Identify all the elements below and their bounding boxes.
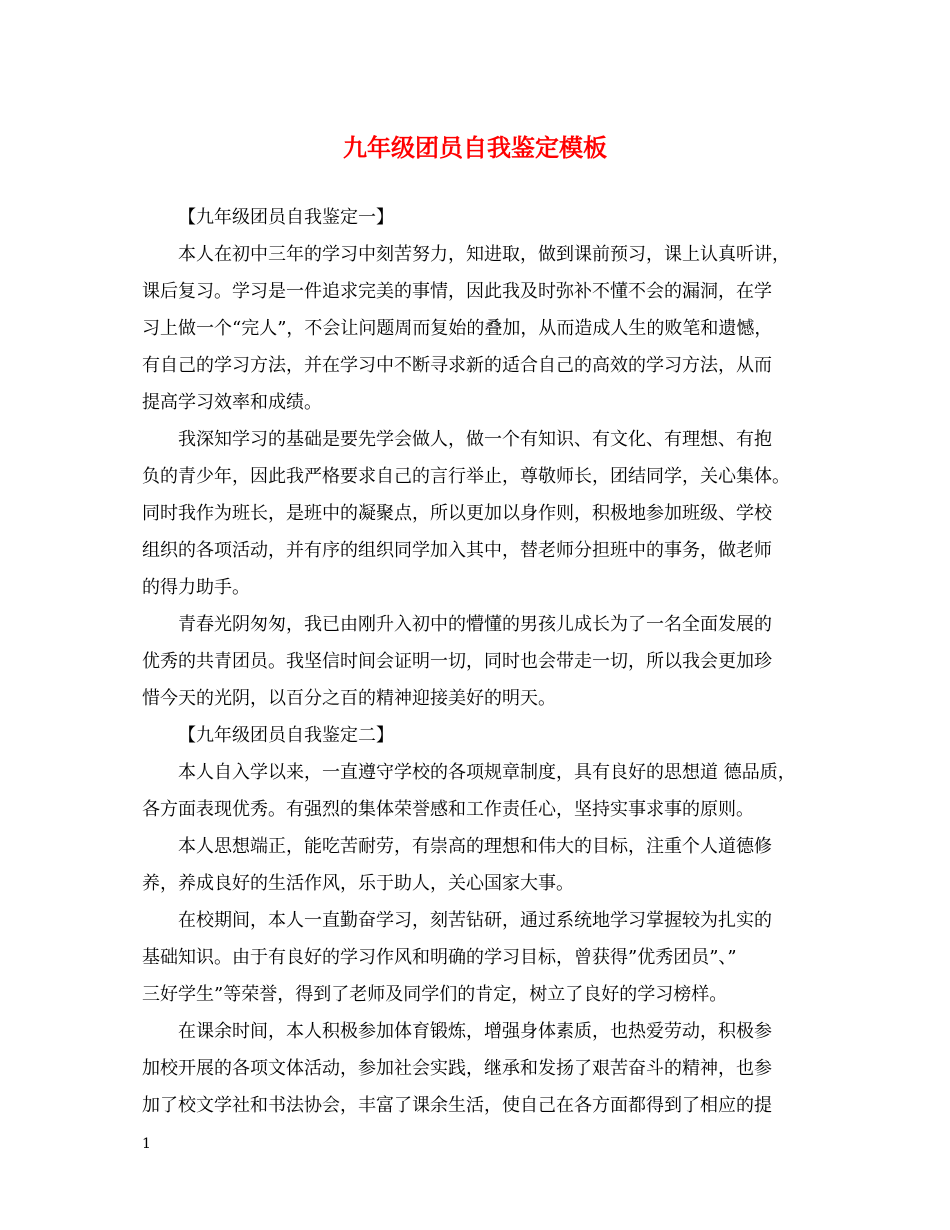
paragraph-line: 养，养成良好的生活作风，乐于助人，关心国家大事。 bbox=[142, 873, 574, 894]
paragraph-line: 同时我作为班长，是班中的凝聚点，所以更加以身作则，积极地参加班级、学校 bbox=[142, 503, 772, 524]
paragraph-line: 本人自入学以来，一直遵守学校的各项规章制度，具有良好的思想道 德品质， bbox=[178, 762, 796, 783]
section-heading-1: 【九年级团员自我鉴定一】 bbox=[178, 207, 394, 228]
document-title: 九年级团员自我鉴定模板 bbox=[343, 133, 607, 162]
paragraph-line: 加校开展的各项文体活动，参加社会实践，继承和发扬了艰苦奋斗的精神，也参 bbox=[142, 1058, 772, 1079]
paragraph-line: 课后复习。学习是一件追求完美的事情，因此我及时弥补不懂不会的漏洞，在学 bbox=[142, 281, 772, 302]
paragraph-line: 负的青少年，因此我严格要求自己的言行举止，尊敬师长，团结同学，关心集体。 bbox=[142, 466, 790, 487]
paragraph-line: 在课余时间，本人积极参加体育锻炼，增强身体素质，也热爱劳动，积极参 bbox=[178, 1021, 772, 1042]
paragraph-line: 青春光阴匆匆，我已由刚升入初中的懵懂的男孩儿成长为了一名全面发展的 bbox=[178, 614, 772, 635]
paragraph-line: 加了校文学社和书法协会，丰富了课余生活，使自己在各方面都得到了相应的提 bbox=[142, 1095, 772, 1116]
paragraph-line: 惜今天的光阴，以百分之百的精神迎接美好的明天。 bbox=[142, 688, 556, 709]
paragraph-line: 各方面表现优秀。有强烈的集体荣誉感和工作责任心，坚持实事求事的原则。 bbox=[142, 799, 754, 820]
paragraph-line: 本人思想端正，能吃苦耐劳，有崇高的理想和伟大的目标，注重个人道德修 bbox=[178, 836, 772, 857]
paragraph-line: 的得力助手。 bbox=[142, 577, 250, 598]
paragraph-line: 基础知识。由于有良好的学习作风和明确的学习目标，曾获得”优秀团员”、” bbox=[142, 947, 737, 968]
paragraph-line: 优秀的共青团员。我坚信时间会证明一切，同时也会带走一切，所以我会更加珍 bbox=[142, 651, 772, 672]
document-body bbox=[142, 199, 808, 1124]
section-heading-2: 【九年级团员自我鉴定二】 bbox=[178, 725, 394, 746]
paragraph-line: 组织的各项活动，并有序的组织同学加入其中，替老师分担班中的事务，做老师 bbox=[142, 540, 772, 561]
paragraph-line: 习上做一个“完人”，不会让问题周而复始的叠加，从而造成人生的败笔和遗憾， bbox=[142, 318, 773, 339]
paragraph-line: 提高学习效率和成绩。 bbox=[142, 392, 322, 413]
paragraph-line: 我深知学习的基础是要先学会做人，做一个有知识、有文化、有理想、有抱 bbox=[178, 429, 772, 450]
paragraph-line: 在校期间，本人一直勤奋学习，刻苦钻研，通过系统地学习掌握较为扎实的 bbox=[178, 910, 772, 931]
page-number: 1 bbox=[142, 1136, 151, 1152]
paragraph-line: 有自己的学习方法，并在学习中不断寻求新的适合自己的高效的学习方法，从而 bbox=[142, 355, 772, 376]
paragraph-line: 三好学生”等荣誉，得到了老师及同学们的肯定，树立了良好的学习榜样。 bbox=[142, 984, 728, 1005]
paragraph-line: 本人在初中三年的学习中刻苦努力，知进取，做到课前预习，课上认真听讲， bbox=[178, 244, 790, 265]
